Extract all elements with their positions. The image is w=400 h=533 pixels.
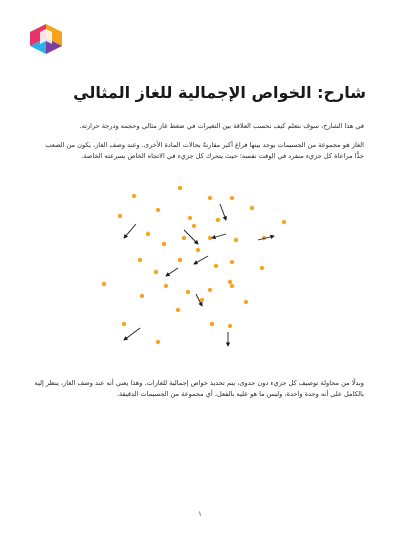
gas-particle bbox=[162, 242, 166, 246]
gas-particle bbox=[192, 224, 196, 228]
velocity-arrows bbox=[124, 204, 274, 346]
velocity-arrow bbox=[258, 236, 274, 240]
page-title: شارح: الخواص الإجمالية للغاز المثالي bbox=[73, 83, 366, 102]
gas-particle bbox=[208, 196, 212, 200]
gas-particle bbox=[138, 258, 142, 262]
gas-particle bbox=[282, 220, 286, 224]
nagwa-logo-icon bbox=[30, 24, 62, 54]
gas-particle bbox=[146, 232, 150, 236]
gas-particle bbox=[182, 236, 186, 240]
gas-particle bbox=[228, 280, 232, 284]
gas-particle bbox=[260, 266, 264, 270]
gas-particle bbox=[210, 322, 214, 326]
gas-particle bbox=[244, 300, 248, 304]
gas-particle bbox=[208, 236, 212, 240]
gas-particles-figure bbox=[98, 182, 298, 354]
velocity-arrow bbox=[220, 204, 226, 220]
gas-particle bbox=[178, 186, 182, 190]
gas-particle bbox=[208, 288, 212, 292]
velocity-arrow bbox=[184, 230, 198, 244]
gas-particle bbox=[188, 216, 192, 220]
gas-particle bbox=[186, 290, 190, 294]
gas-particle bbox=[178, 258, 182, 262]
gas-particle bbox=[164, 284, 168, 288]
velocity-arrow bbox=[124, 224, 136, 238]
gas-particle bbox=[234, 238, 238, 242]
gas-particle bbox=[176, 308, 180, 312]
gas-particle bbox=[250, 206, 254, 210]
gas-particle bbox=[156, 340, 160, 344]
gas-particle bbox=[230, 196, 234, 200]
velocity-arrow bbox=[212, 234, 226, 238]
gas-particle bbox=[132, 194, 136, 198]
velocity-arrow bbox=[124, 328, 140, 340]
particles bbox=[102, 186, 286, 344]
gas-definition-paragraph: الغاز هو مجموعة من الجسيمات يوجد بينها فراغ أكبر مقارنةً بحالات المادة الأخرى. وعند وصف الغاز، يكون من الصعب جدًّا مراعاة كل جزيء منفرد في الوقت نفسه؛ حيث يتحرك كل جزيء في الاتجاه الخاص بسرعته الخاصة. bbox=[45, 141, 364, 160]
gas-particle bbox=[200, 298, 204, 302]
page-number: ١ bbox=[198, 510, 202, 518]
gas-particle bbox=[228, 324, 232, 328]
bulk-properties-paragraph: وبدلًا من محاولة توصيف كل جزيء دون جدوى، يتم تحديد خواص إجمالية للغازات. وهذا يعني أنه عند وصف الغاز، ينظر إليه بالكامل على أنه وحدة واحدة، وليس ما هو عليه بالفعل، أي مجموعة من الجسيمات الدقيقة. bbox=[34, 379, 364, 398]
gas-particle bbox=[154, 270, 158, 274]
velocity-arrow bbox=[166, 268, 178, 276]
gas-particle bbox=[196, 248, 200, 252]
gas-particle bbox=[140, 294, 144, 298]
gas-particle bbox=[156, 208, 160, 212]
gas-particle bbox=[214, 264, 218, 268]
gas-particle bbox=[216, 218, 220, 222]
velocity-arrow bbox=[194, 256, 208, 264]
gas-particle bbox=[230, 260, 234, 264]
gas-particle bbox=[118, 214, 122, 218]
intro-paragraph: في هذا الشارح، سوف نتعلم كيف نحسب العلاقة بين التغيرات في ضغط غاز مثالي وحجمه ودرجة حرارته. bbox=[79, 122, 364, 130]
gas-particle bbox=[122, 322, 126, 326]
gas-particle bbox=[230, 284, 234, 288]
gas-particle bbox=[102, 282, 106, 286]
